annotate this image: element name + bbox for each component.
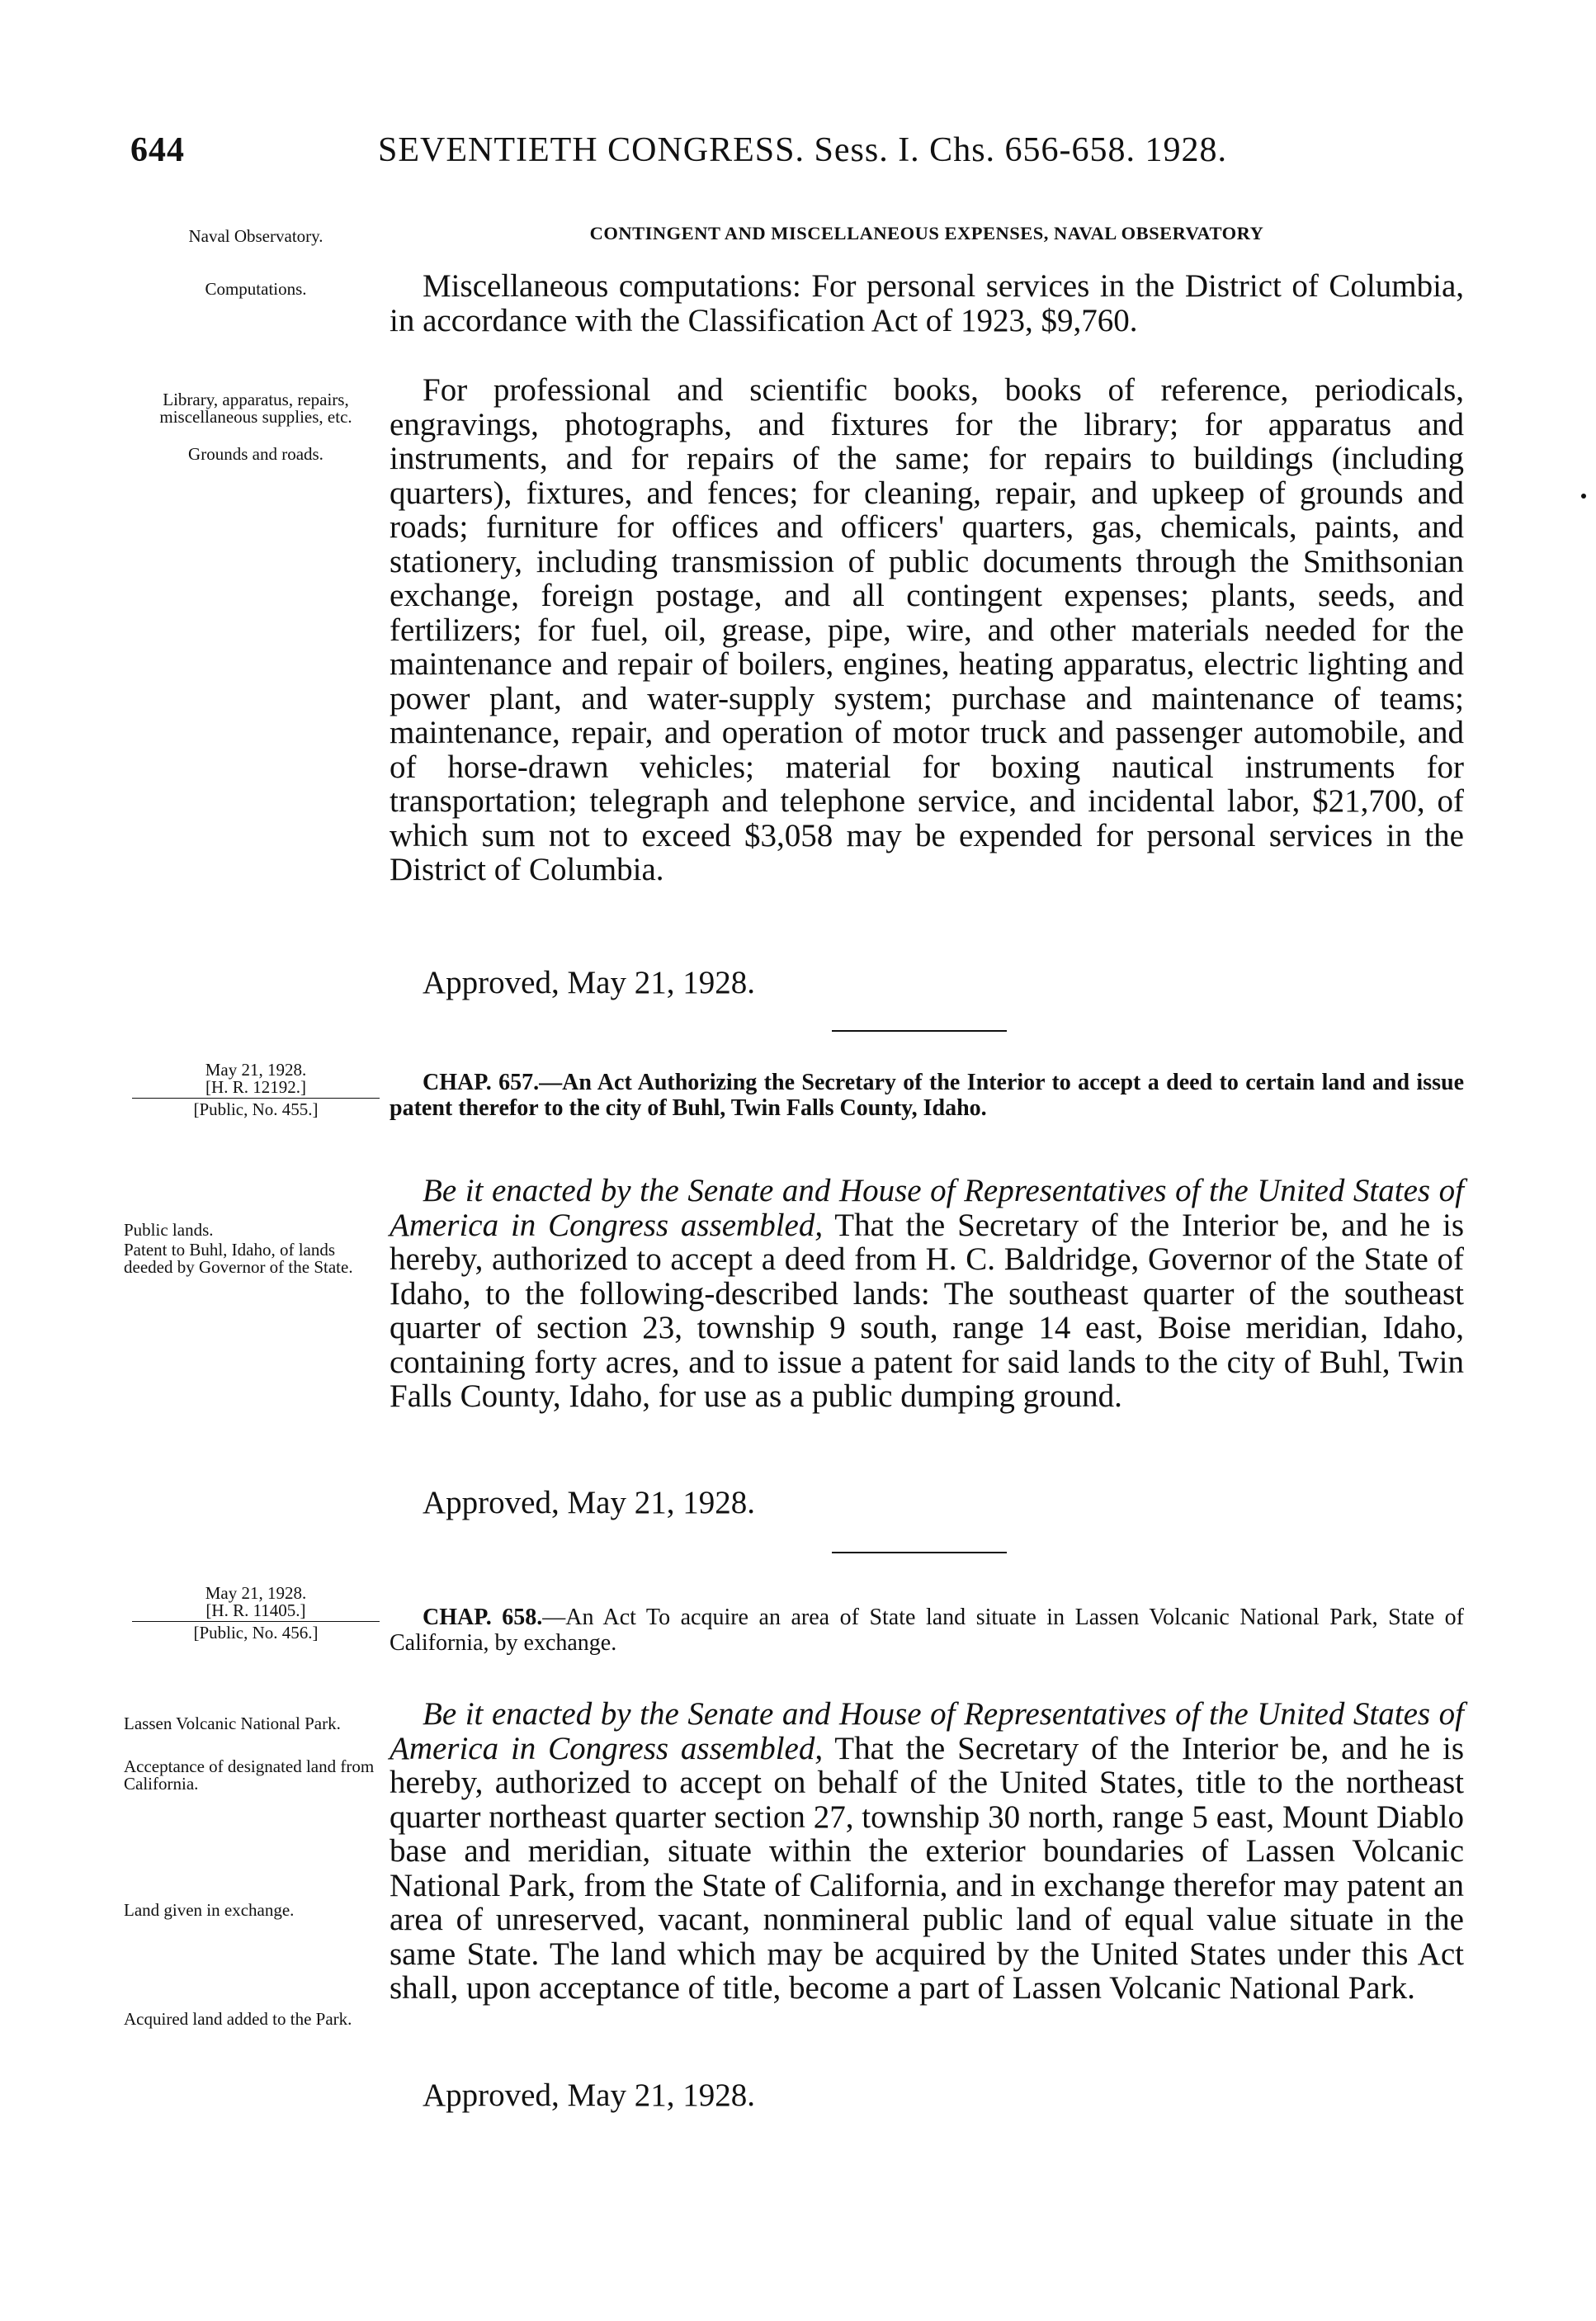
- chap-divider: [832, 1552, 1007, 1553]
- chap658-label: CHAP. 658.: [423, 1605, 543, 1630]
- chap657-heading: [390, 1070, 1464, 1121]
- approved-date-section1: Approved, May 21, 1928.: [423, 965, 755, 1000]
- chap657-body: [390, 1174, 1464, 1414]
- chap658-bill: [H. R. 11405.]: [205, 1600, 306, 1620]
- margin-note-lassen: Lassen Volcanic National Park.: [124, 1714, 341, 1733]
- chap657-body-text: That the Secretary of the Interior be, and he is hereby, authorized to accept a deed from H. C. Baldridge, Governor of the State of Idaho, to the following-described lands: The southeast quarter of the southeast quarter of section 23, township 9 south, range 14 east, Boise meridian, Idaho, containing forty acres, and to issue a patent for said lands to the city of Buhl, Twin Falls County, Idaho, for use as a public dumping ground.: [390, 1207, 1464, 1414]
- paragraph-library: For professional and scientific books, books of reference, periodicals, engravings, photographs, and fixtures for the library; for apparatus and instruments, and for repairs of the same; for repairs to buildings (including quarters), fixtures, and fences; for cleaning, repair, and upkeep of grounds and roads; furniture for offices and officers' quarters, gas, chemicals, paints, and stationery, including transmission of public documents through the Smithsonian exchange, foreign postage, and all contingent expenses; plants, seeds, and fertilizers; for fuel, oil, grease, pipe, wire, and other materials needed for the maintenance and repair of boilers, engines, heating apparatus, electric lighting and power plant, and water-supply system; purchase and maintenance of teams; maintenance, repair, and operation of motor truck and passenger automobile, and of horse-drawn vehicles; material for boxing nautical instruments for transportation; telegraph and telephone service, and incidental labor, $21,700, of which sum not to exceed $3,058 may be expended for personal services in the District of Columbia.: [390, 372, 1464, 887]
- margin-note-exchange: Land given in exchange.: [124, 1900, 295, 1920]
- header-title: SEVENTIETH CONGRESS. Sess. I. Chs. 656-658. 1928.: [378, 131, 1228, 169]
- margin-note-acquired: Acquired land added to the Park.: [124, 2009, 352, 2029]
- stray-mark: [1581, 494, 1586, 499]
- chap657-sidebar-rule: [132, 1098, 380, 1099]
- chap657-date: May 21, 1928.: [205, 1060, 307, 1080]
- paragraph-computations: Miscellaneous computations: For personal services in the District of Columbia, in accordance with the Classification Act of 1923, $9,760.: [390, 268, 1464, 338]
- chap657-public: [Public, No. 455.]: [193, 1099, 319, 1119]
- chap658-enacting-clause: Be it enacted by the Senate and House of Representatives of the United States of America in Congress assembled,: [390, 1696, 1464, 1766]
- chap658-date: May 21, 1928.: [205, 1583, 307, 1603]
- chap658-body: [390, 1697, 1464, 2006]
- section-heading: CONTINGENT AND MISCELLANEOUS EXPENSES, NAVAL OBSERVATORY: [589, 223, 1264, 243]
- margin-note-computations: Computations.: [205, 279, 307, 299]
- chap657-bill: [H. R. 12192.]: [205, 1077, 306, 1097]
- margin-note-patent-buhl: Patent to Buhl, Idaho, of lands deeded by Governor of the State.: [124, 1240, 353, 1277]
- approved-date-chap657: Approved, May 21, 1928.: [423, 1485, 755, 1520]
- margin-note-grounds: Grounds and roads.: [188, 444, 323, 464]
- chap658-public: [Public, No. 456.]: [193, 1623, 319, 1643]
- margin-note-public-lands: Public lands.: [124, 1220, 214, 1240]
- running-header: [130, 130, 1467, 180]
- chap657-title: —An Act Authorizing the Secretary of the Interior to accept a deed to certain land and issue patent therefor to the city of Buhl, Twin Falls County, Idaho.: [390, 1070, 1464, 1121]
- margin-note-acceptance: Acceptance of designated land from California.: [124, 1756, 375, 1794]
- page-number: 644: [130, 131, 185, 169]
- margin-note-library: Library, apparatus, repairs, miscellaneous supplies, etc.: [159, 390, 352, 427]
- section-divider: [832, 1030, 1007, 1032]
- chap658-title: —An Act To acquire an area of State land situate in Lassen Volcanic National Park, State of California, by exchange.: [390, 1605, 1464, 1656]
- chap657-sidebar: [124, 1061, 388, 1118]
- chap658-heading: [390, 1605, 1464, 1656]
- chap657-enacting-clause: Be it enacted by the Senate and House of Representatives of the United States of America in Congress assembled,: [390, 1173, 1464, 1243]
- margin-note-naval-observatory: Naval Observatory.: [188, 226, 323, 246]
- approved-date-chap658: Approved, May 21, 1928.: [423, 2078, 755, 2113]
- chap658-sidebar: [124, 1585, 388, 1642]
- chap658-body-text: That the Secretary of the Interior be, and he is hereby, authorized to accept on behalf of the United States, title to the northeast quarter northeast quarter section 27, township 30 north, range 5 east, Mount Diablo base and meridian, situate within the exterior boundaries of Lassen Volcanic National Park, from the State of California, and in exchange therefor may patent an area of unreserved, vacant, nonmineral public land of equal value situate in the same State. The land which may be acquired by the United States under this Act shall, upon acceptance of title, become a part of Lassen Volcanic National Park.: [390, 1730, 1464, 2006]
- chap658-sidebar-rule: [132, 1621, 380, 1622]
- chap657-label: CHAP. 657.: [423, 1070, 540, 1095]
